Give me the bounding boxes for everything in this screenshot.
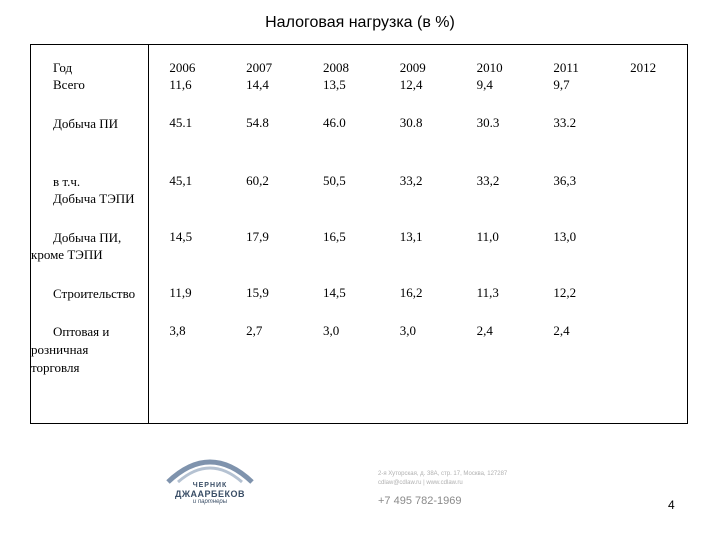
page-number: 4 [668,498,675,512]
year-label: 2011 [553,60,579,75]
year-cell [226,45,303,110]
value-cell: 15,9 [246,285,269,300]
empty-cell [610,221,687,277]
year-label: 2010 [476,60,503,75]
row-label-line: Оптовая и [53,324,110,339]
year-label: 2012 [630,60,657,75]
total-value: 9,4 [476,77,493,92]
header-label-cell [31,45,149,110]
row-label-line: Добыча ПИ, [53,230,122,245]
value-cell: 11,3 [476,285,499,300]
web-email: cdlaw@cdlaw.ru | www.cdlaw.ru [378,480,463,486]
value-cell: 13,0 [553,229,577,244]
value-cell: 16,5 [322,229,346,244]
total-value: 13,5 [322,77,346,92]
logo-line3: и партнеры [192,499,228,505]
row-label [31,109,149,165]
table-row [31,277,688,317]
table-row [31,165,688,221]
table-row [31,109,688,165]
year-label: 2006 [169,60,196,75]
total-value: 14,4 [246,77,269,92]
row-label-line: торговля [31,360,80,375]
row-label [31,277,149,317]
row-label-line: кроме ТЭПИ [31,247,103,262]
tax-burden-table [30,44,688,424]
value-cell: 14,5 [322,285,346,300]
value-cell: 17,9 [246,229,269,244]
row-label-line: розничная [31,342,89,357]
row-label-line: Добыча ТЭПИ [53,191,135,206]
year-label: 2008 [322,60,349,75]
year-label: 2009 [399,60,426,75]
value-cell: 50,5 [322,173,346,188]
value-cell: 2,4 [476,323,493,338]
value-cell: 33.2 [553,115,577,130]
table-row [31,221,688,277]
empty-cell [610,165,687,221]
value-cell: 13,1 [399,229,423,244]
row-label-line: в т.ч. [53,174,81,189]
total-value: 12,4 [399,77,423,92]
year-cell [380,45,457,110]
value-cell: 11,0 [476,229,499,244]
value-cell: 45.1 [169,115,193,130]
value-cell: 60,2 [246,173,269,188]
contact-info [378,470,507,488]
value-cell: 12,2 [553,285,577,300]
value-cell: 3,0 [399,323,417,338]
value-cell: 16,2 [399,285,423,300]
value-cell: 3,8 [169,323,186,338]
value-cell: 2,4 [553,323,570,338]
year-cell [149,45,226,110]
logo-line1: ЧЕРНИК [192,482,228,489]
value-cell: 33,2 [476,173,500,188]
row-label [31,221,149,277]
empty-cell [610,277,687,317]
header-label-year: Год [53,60,73,75]
row-label [31,165,149,221]
value-cell: 3,0 [322,323,340,338]
total-value: 9,7 [553,77,570,92]
company-logo-text [160,482,260,505]
value-cell: 11,9 [169,285,192,300]
value-cell: 30.3 [476,115,500,130]
table-header-row [31,45,688,110]
value-cell: 30.8 [399,115,423,130]
logo-line2: ДЖААРБЕКОВ [174,489,245,499]
year-cell [610,45,687,110]
value-cell: 33,2 [399,173,423,188]
value-cell: 36,3 [553,173,577,188]
slide-title: Налоговая нагрузка (в %) [265,14,455,31]
year-cell [303,45,380,110]
address: 2-я Хуторская, д. 38А, стр. 17, Москва, 127287 [378,471,508,477]
phone-number: +7 495 782-1969 [378,495,462,507]
value-cell: 54.8 [246,115,269,130]
empty-cell [610,317,687,424]
row-label [31,317,149,424]
value-cell: 45,1 [169,173,193,188]
row-label-line: Добыча ПИ [53,116,119,131]
value-cell: 14,5 [169,229,193,244]
total-value: 11,6 [169,77,192,92]
row-label-line: Строительство [53,286,136,301]
year-cell [457,45,534,110]
value-cell: 46.0 [322,115,346,130]
table-row [31,317,688,424]
year-cell [533,45,610,110]
year-label: 2007 [246,60,273,75]
value-cell: 2,7 [246,323,263,338]
header-label-total: Всего [53,77,85,92]
empty-cell [610,109,687,165]
